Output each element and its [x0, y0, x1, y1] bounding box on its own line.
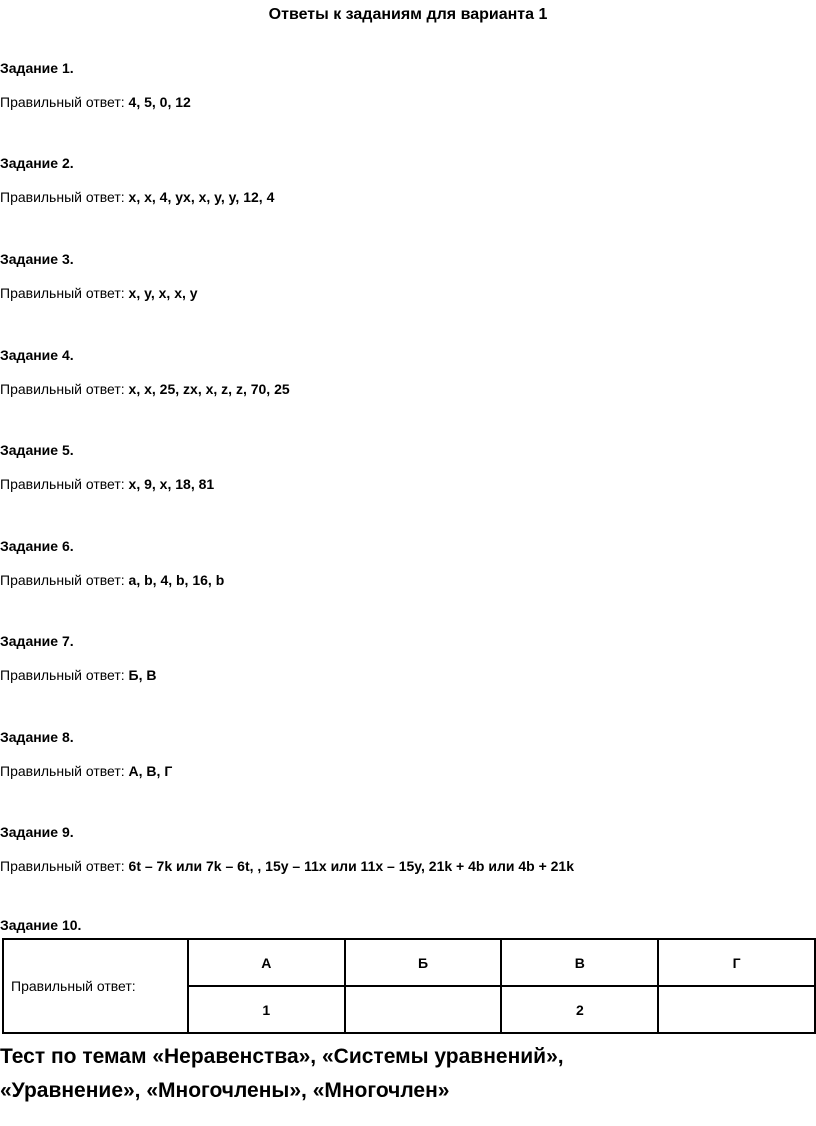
answer-label: Правильный ответ: — [0, 94, 125, 110]
task-heading: Задание 6. — [0, 538, 74, 554]
task-answer-line — [0, 379, 290, 399]
test-title — [0, 1040, 816, 1108]
task-heading: Задание 10. — [0, 917, 82, 933]
answer-label: Правильный ответ: — [0, 285, 125, 301]
answer-label: Правильный ответ: — [0, 476, 125, 492]
answer-value: x, 9, x, 18, 81 — [128, 476, 215, 492]
table-column-header: Б — [345, 939, 502, 986]
task-heading: Задание 2. — [0, 155, 74, 171]
task-heading: Задание 5. — [0, 442, 74, 458]
task-heading: Задание 3. — [0, 251, 74, 267]
answer-label: Правильный ответ: — [0, 189, 125, 205]
answer-value: x, y, x, x, y — [128, 285, 198, 301]
task-heading: Задание 1. — [0, 60, 74, 76]
test-title-line: Тест по темам «Неравенства», «Системы уравнений», — [0, 1045, 564, 1068]
answer-value: x, x, 4, yx, x, y, y, 12, 4 — [128, 189, 275, 205]
task-answer-line — [0, 761, 172, 781]
answer-value: А, В, Г — [128, 763, 173, 779]
table-column-header: А — [188, 939, 345, 986]
table-cell — [345, 986, 502, 1033]
answer-value: 6t – 7k или 7k – 6t, , 15y – 11x или 11x – 15y, 21k + 4b или 4b + 21k — [128, 858, 574, 874]
task-answer-line — [0, 474, 214, 494]
task-answer-line — [0, 856, 574, 876]
answer-label: Правильный ответ: — [0, 572, 125, 588]
answer-label: Правильный ответ: — [0, 381, 125, 397]
table-cell: 2 — [501, 986, 658, 1033]
answer-label: Правильный ответ: — [0, 667, 125, 683]
task-heading: Задание 9. — [0, 824, 74, 840]
answer-value: Б, В — [128, 667, 157, 683]
test-title-line: «Уравнение», «Многочлены», «Многочлен» — [0, 1079, 450, 1102]
table-header-row — [3, 939, 815, 986]
answer-label: Правильный ответ: — [0, 763, 125, 779]
table-column-header: В — [501, 939, 658, 986]
answer-table — [2, 938, 816, 1034]
answer-label: Правильный ответ: — [0, 858, 125, 874]
table-cell: 1 — [188, 986, 345, 1033]
answer-value: a, b, 4, b, 16, b — [128, 572, 225, 588]
task-answer-line — [0, 283, 198, 303]
answer-value: x, x, 25, zx, x, z, z, 70, 25 — [128, 381, 290, 397]
task-heading: Задание 8. — [0, 729, 74, 745]
task-heading: Задание 7. — [0, 633, 74, 649]
page-title: Ответы к заданиям для варианта 1 — [268, 6, 548, 23]
task-answer-line — [0, 92, 191, 112]
table-column-header: Г — [658, 939, 815, 986]
task-answer-line — [0, 665, 157, 685]
task-heading: Задание 4. — [0, 347, 74, 363]
answer-value: 4, 5, 0, 12 — [128, 94, 191, 110]
table-row-label: Правильный ответ: — [3, 939, 188, 1033]
task-answer-line — [0, 187, 274, 207]
table-cell — [658, 986, 815, 1033]
task-answer-line — [0, 570, 224, 590]
